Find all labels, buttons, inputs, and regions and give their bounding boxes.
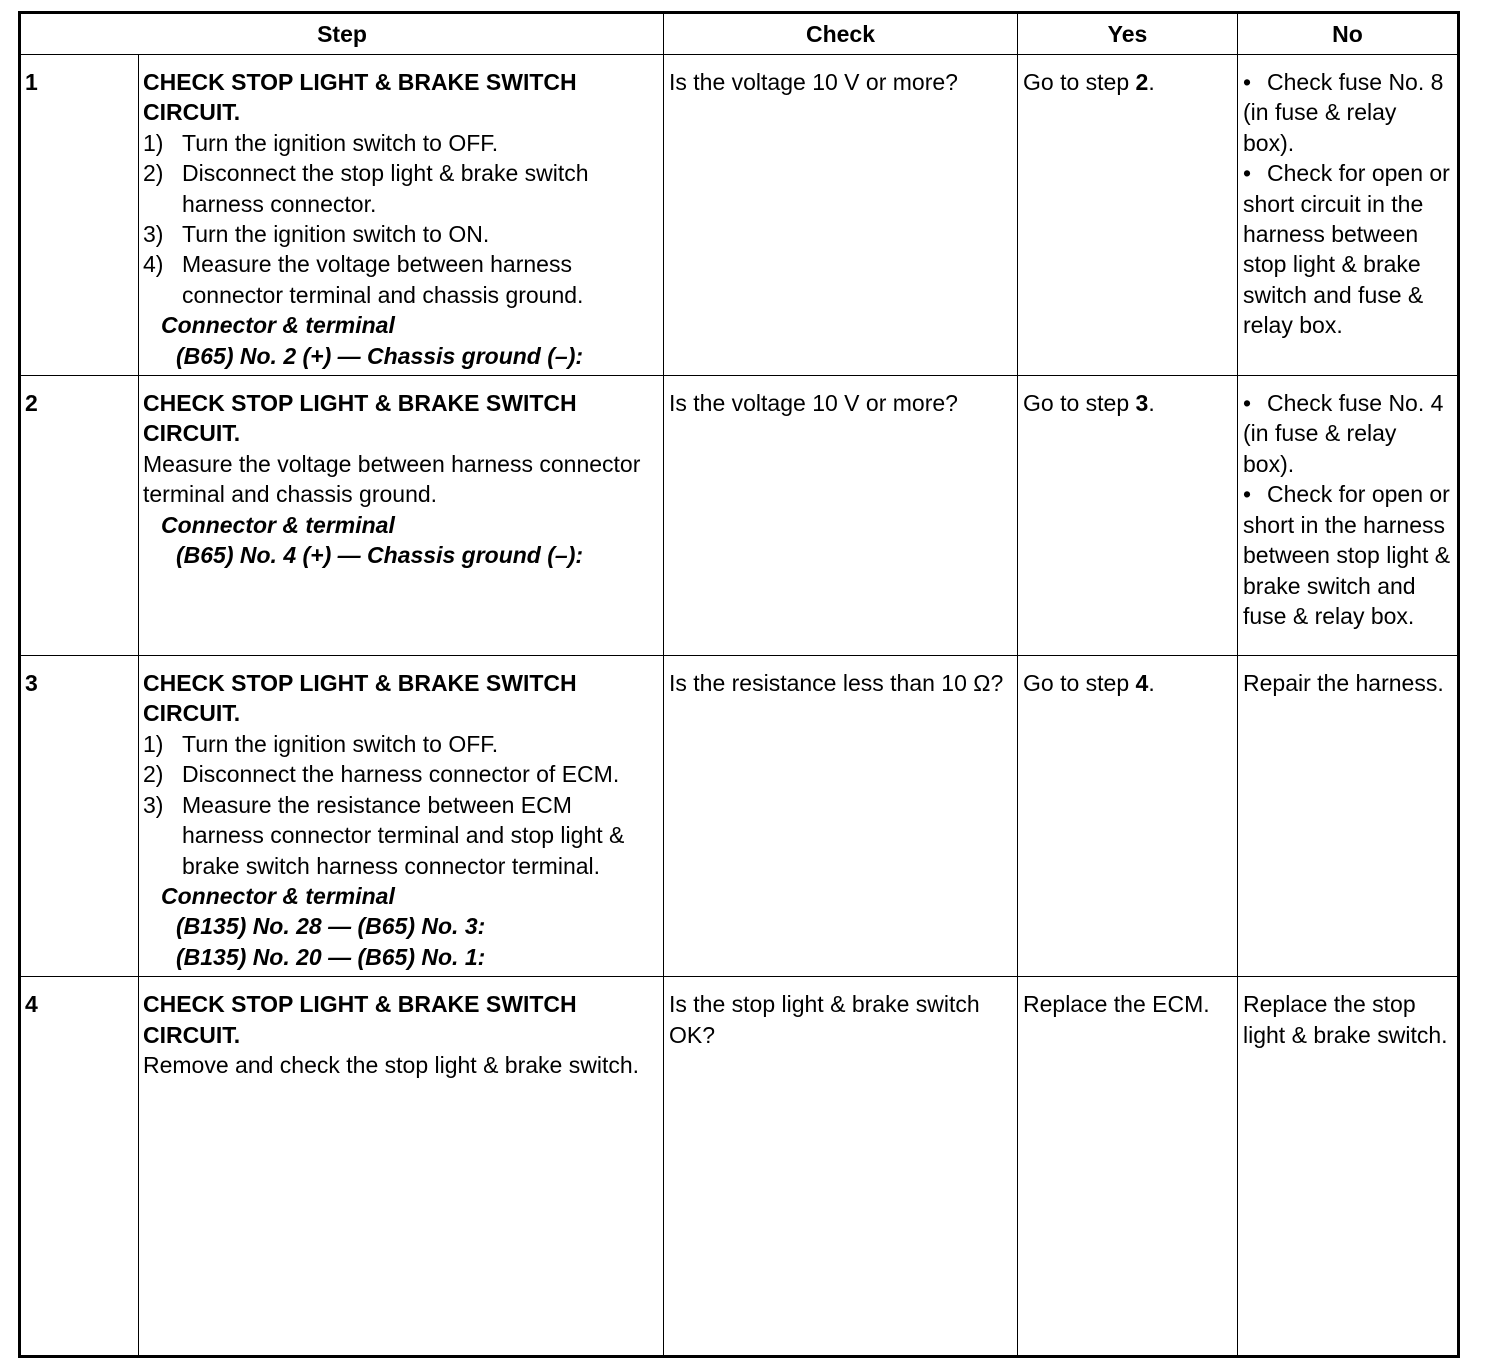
connector-terminal-item: (B135) No. 20 — (B65) No. 1: [176, 943, 486, 970]
connector-terminal-heading: Connector & terminal [161, 511, 395, 538]
no-bullet: • Check for open or short in the harness between stop light & brake switch and fuse & relay box. [1243, 481, 1451, 629]
yes-cell: Go to step 4. [1018, 656, 1238, 977]
substep: 4) Measure the voltage between harness connector terminal and chassis ground. [143, 251, 584, 308]
substep: 2) Disconnect the stop light & brake switch harness connector. [143, 160, 589, 217]
step-number: 2 [20, 376, 139, 656]
header-yes: Yes [1018, 13, 1238, 55]
no-bullet: • Check fuse No. 4 (in fuse & relay box). [1243, 390, 1444, 477]
connector-terminal-item: (B65) No. 2 (+) — Chassis ground (–): [176, 342, 584, 369]
check-cell: Is the resistance less than 10 Ω? [664, 656, 1018, 977]
no-cell: Replace the stop light & brake switch. [1238, 977, 1459, 1357]
check-cell: Is the voltage 10 V or more? [664, 55, 1018, 376]
header-step: Step [20, 13, 664, 55]
connector-terminal-item: (B65) No. 4 (+) — Chassis ground (–): [176, 542, 584, 569]
substep: 3) Measure the resistance between ECM harness connector terminal and stop light & brake switch harness connector terminal. [143, 791, 625, 879]
substep: 2) Disconnect the harness connector of ECM. [143, 761, 620, 788]
no-bullet: • Check for open or short circuit in the harness between stop light & brake switch and fuse & relay box. [1243, 160, 1450, 339]
step-body: Measure the voltage between harness connector terminal and chassis ground. [143, 450, 641, 508]
table-row [20, 55, 1459, 376]
header-check: Check [664, 13, 1018, 55]
no-bullet: • Check fuse No. 8 (in fuse & relay box). [1243, 69, 1444, 156]
connector-terminal-heading: Connector & terminal [161, 312, 395, 339]
table-row [20, 376, 1459, 656]
step-cell [139, 977, 664, 1357]
substep: 1) Turn the ignition switch to OFF. [143, 129, 499, 156]
step-cell [139, 376, 664, 656]
yes-cell: Replace the ECM. [1018, 977, 1238, 1357]
step-title: CHECK STOP LIGHT & BRAKE SWITCH CIRCUIT. [143, 991, 577, 1048]
check-cell: Is the stop light & brake switch OK? [664, 977, 1018, 1357]
connector-terminal-item: (B135) No. 28 — (B65) No. 3: [176, 913, 486, 940]
table-row [20, 656, 1459, 977]
no-cell [1238, 55, 1459, 376]
step-title: CHECK STOP LIGHT & BRAKE SWITCH CIRCUIT. [143, 670, 577, 727]
header-no: No [1238, 13, 1459, 55]
connector-terminal-heading: Connector & terminal [161, 882, 395, 909]
step-number: 4 [20, 977, 139, 1357]
step-cell [139, 55, 664, 376]
step-number: 3 [20, 656, 139, 977]
step-title: CHECK STOP LIGHT & BRAKE SWITCH CIRCUIT. [143, 390, 577, 447]
step-cell [139, 656, 664, 977]
step-number: 1 [20, 55, 139, 376]
step-title: CHECK STOP LIGHT & BRAKE SWITCH CIRCUIT. [143, 69, 577, 126]
yes-cell: Go to step 3. [1018, 376, 1238, 656]
header-row [20, 13, 1459, 55]
check-cell: Is the voltage 10 V or more? [664, 376, 1018, 656]
yes-cell: Go to step 2. [1018, 55, 1238, 376]
table-row [20, 977, 1459, 1357]
no-cell: Repair the harness. [1238, 656, 1459, 977]
step-body: Remove and check the stop light & brake switch. [143, 1051, 640, 1078]
substep: 1) Turn the ignition switch to OFF. [143, 730, 499, 757]
no-cell [1238, 376, 1459, 656]
substep: 3) Turn the ignition switch to ON. [143, 221, 490, 248]
diagnostic-table [18, 11, 1460, 1358]
